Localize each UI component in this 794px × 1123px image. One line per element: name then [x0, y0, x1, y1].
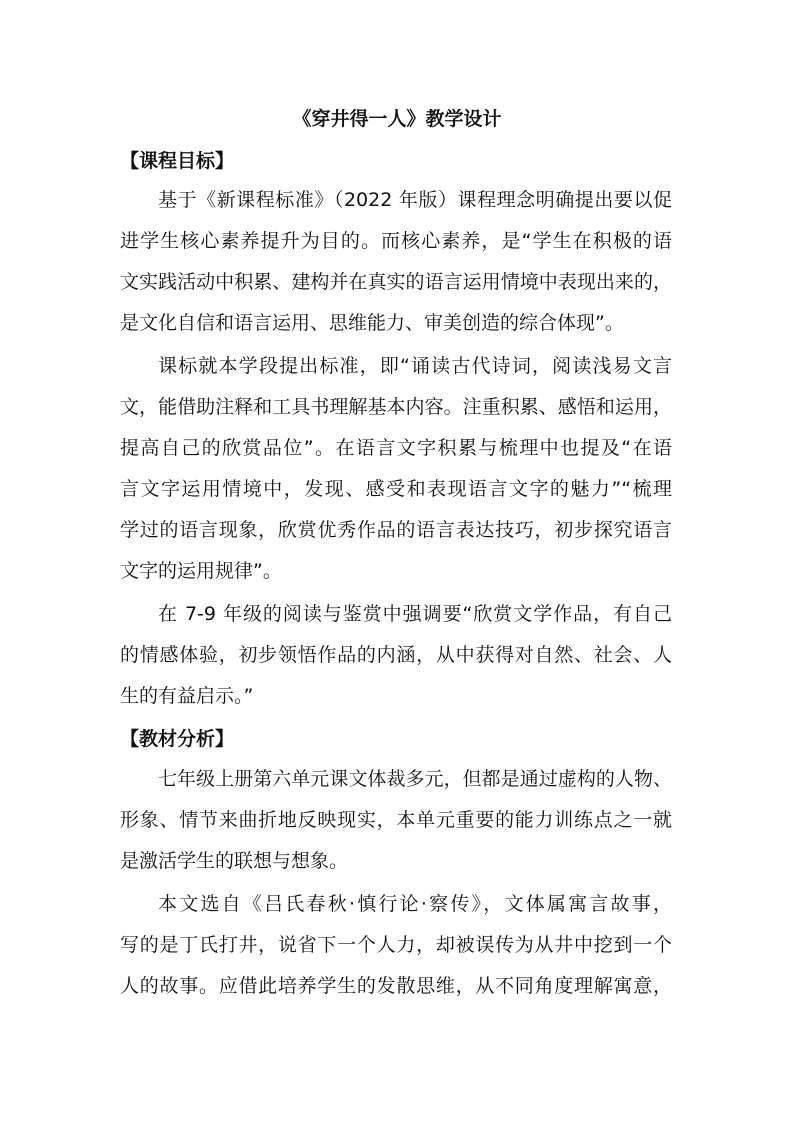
paragraph-line: 文，能借助注释和工具书理解基本内容。注重积累、感悟和运用， — [120, 396, 672, 418]
paragraph-line: 生的有益启示。” — [120, 685, 254, 707]
paragraph-line: 是激活学生的联想与想象。 — [120, 850, 349, 872]
paragraph-line: 言文字运用情境中，发现、感受和表现语言文字的魅力”“梳理 — [120, 478, 672, 500]
paragraph-line: 的情感体验，初步领悟作品的内涵，从中获得对自然、社会、人 — [120, 644, 672, 666]
paragraph-line: 提高自己的欣赏品位”。在语言文字积累与梳理中也提及“在语 — [120, 437, 672, 459]
paragraph-line: 人的故事。应借此培养学生的发散思维，从不同角度理解寓意， — [120, 975, 672, 997]
paragraph-line: 文字的运用规律”。 — [120, 560, 282, 582]
paragraph-line: 文实践活动中积累、建构并在真实的语言运用情境中表现出来的， — [120, 271, 672, 293]
paragraph-line: 七年级上册第六单元课文体裁多元，但都是通过虚构的人物、 — [158, 768, 672, 790]
document-title: 《穿井得一人》教学设计 — [292, 108, 502, 130]
paragraph-line: 本文选自《吕氏春秋·慎行论·察传》，文体属寓言故事， — [158, 893, 672, 915]
paragraph-line: 是文化自信和语言运用、思维能力、审美创造的综合体现”。 — [120, 312, 624, 334]
paragraph-line: 课标就本学段提出标准，即“诵读古代诗词，阅读浅易文言 — [158, 355, 672, 377]
paragraph-line: 写的是丁氏打井，说省下一个人力，却被误传为从井中挖到一个 — [120, 934, 672, 956]
paragraph-line: 学过的语言现象，欣赏优秀作品的语言表达技巧，初步探究语言 — [120, 519, 672, 541]
paragraph-line: 形象、情节来曲折地反映现实，本单元重要的能力训练点之一就 — [120, 809, 672, 831]
section-heading-course-goals: 【课程目标】 — [120, 150, 235, 172]
paragraph-line: 进学生核心素养提升为目的。而核心素养，是“学生在积极的语 — [120, 230, 672, 252]
paragraph-line: 在 7-9 年级的阅读与鉴赏中强调要“欣赏文学作品，有自己 — [158, 603, 672, 625]
section-heading-textbook-analysis: 【教材分析】 — [120, 728, 235, 750]
paragraph-line: 基于《新课程标准》（2022 年版）课程理念明确提出要以促 — [158, 189, 672, 211]
